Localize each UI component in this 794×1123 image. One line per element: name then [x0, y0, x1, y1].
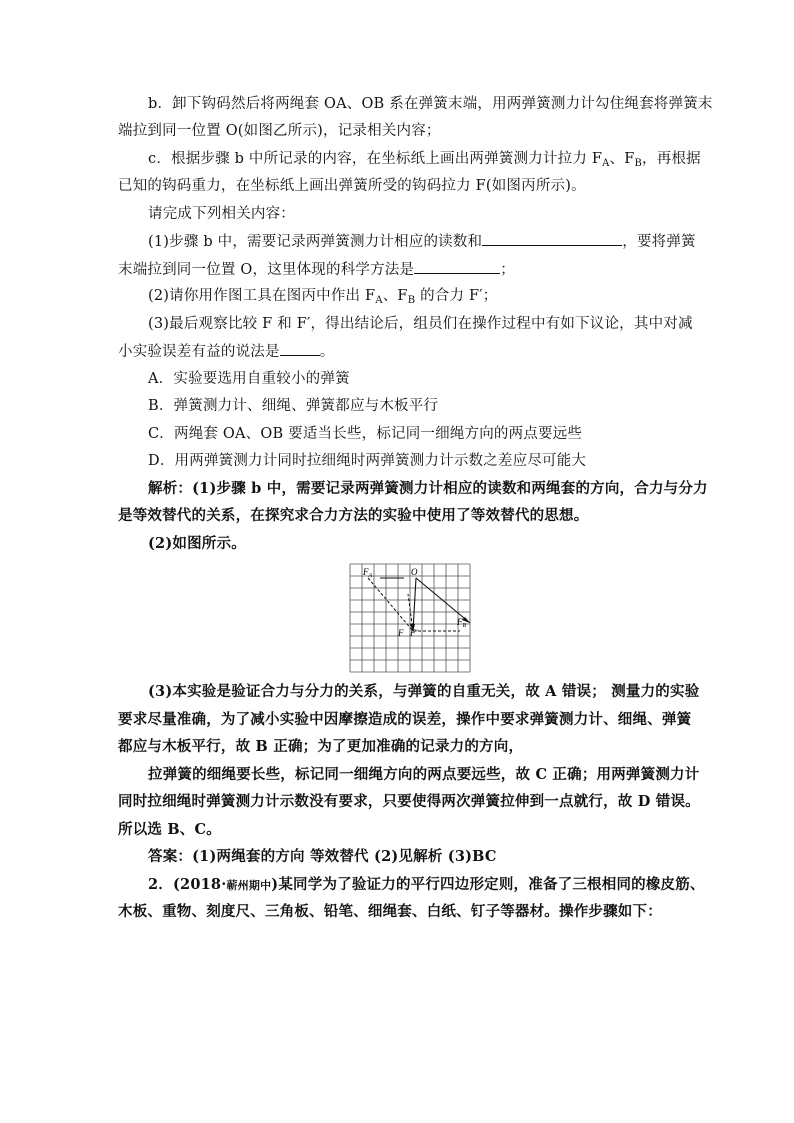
question-1-text-end: ，要将弹簧	[622, 234, 696, 250]
label-fb: $F_B$	[457, 617, 467, 629]
subscript-a: A	[602, 158, 610, 169]
question-3-line1: (3)最后观察比较 F 和 F′，得出结论后，组员们在操作过程中有如下议论，其中对减	[148, 316, 693, 332]
answer-line: 答案：(1)两绳套的方向 等效替代 (2)见解析 (3)BC	[148, 848, 497, 865]
coordinate-grid	[350, 564, 470, 672]
problem-2-source: 蕲州期中	[226, 879, 272, 892]
question-3-text-end: 。	[319, 344, 335, 360]
problem-2-text: )某同学为了验证力的平行四边形定则，准备了三根相同的橡皮筋、	[271, 876, 705, 893]
option-a: A．实验要选用自重较小的弹簧	[148, 371, 350, 387]
problem-2-number: 2．(2018·	[148, 876, 227, 893]
step-c-text: c．根据步骤 b 中所记录的内容，在坐标纸上画出两弹簧测力计拉力 F	[148, 151, 603, 167]
analysis-line9: 所以选 B、C。	[118, 821, 221, 838]
question-1-line2	[118, 259, 688, 280]
analysis-line2: 是等效替代的关系，在探究求合力方法的实验中使用了等效替代的思想。	[118, 507, 589, 524]
analysis-line4: (3)本实验是验证合力与分力的关系，与弹簧的自重无关，故 A 错误； 测量力的实验	[148, 683, 700, 700]
subscript-b: B	[407, 295, 416, 306]
question-1-text-2-end: ；	[500, 262, 515, 278]
question-3-text: 小实验误差有益的说法是	[118, 344, 280, 360]
option-b: B．弹簧测力计、细绳、弹簧都应与木板平行	[148, 398, 439, 414]
problem-2-line2: 木板、重物、刻度尺、三角板、铅笔、细绳套、白纸、钉子等器材。操作步骤如下：	[118, 903, 662, 920]
label-f-prime: F′	[410, 628, 418, 638]
question-2	[148, 286, 688, 311]
vector-f	[413, 578, 416, 631]
instruction: 请完成下列相关内容：	[148, 206, 295, 222]
answer-blank-3	[280, 341, 320, 356]
label-o: O	[411, 567, 418, 577]
answer-blank-1	[482, 231, 622, 246]
step-c-text-mid: 、F	[609, 151, 635, 167]
step-c-line2: 已知的钩码重力，在坐标纸上画出弹簧所受的钩码拉力 F(如图丙所示)。	[118, 178, 586, 194]
subscript-a: A	[375, 295, 383, 306]
force-grid-figure	[348, 562, 472, 674]
answer-blank-2	[414, 259, 500, 274]
question-3-line2	[118, 341, 688, 362]
option-d: D．用两弹簧测力计同时拉细绳时两弹簧测力计示数之差应尽可能大	[148, 453, 587, 469]
analysis-line1: 解析：(1)步骤 b 中，需要记录两弹簧测力计相应的读数和两绳套的方向，合力与分力	[148, 480, 708, 497]
subscript-b: B	[634, 158, 643, 169]
question-2-text: (2)请你用作图工具在图丙中作出 F	[148, 288, 376, 304]
question-1-text: (1)步骤 b 中，需要记录两弹簧测力计相应的读数和	[148, 234, 483, 250]
question-2-text-mid: 、F	[382, 288, 408, 304]
problem-2-line1	[148, 875, 705, 896]
analysis-line7: 拉弹簧的细绳要长些，标记同一细绳方向的两点要远些，故 C 正确；用两弹簧测力计	[148, 766, 700, 783]
step-c-line1	[148, 149, 701, 174]
question-1-line1	[148, 231, 696, 252]
question-1-text-2: 末端拉到同一位置 O，这里体现的科学方法是	[118, 262, 415, 278]
step-b-line1: b．卸下钩码然后将两绳套 OA、OB 系在弹簧末端，用两弹簧测力计勾住绳套将弹簧末	[148, 96, 713, 112]
analysis-line6: 都应与木板平行，故 B 正确；为了更加准确的记录力的方向，	[118, 738, 524, 755]
step-b-line2: 端拉到同一位置 O(如图乙所示)，记录相关内容；	[118, 123, 441, 139]
analysis-line3: (2)如图所示。	[148, 535, 246, 552]
step-c-text-end: ，再根据	[642, 151, 701, 167]
option-c: C．两绳套 OA、OB 要适当长些，标记同一细绳方向的两点要远些	[148, 426, 583, 442]
label-fa: $F_A$	[363, 567, 373, 579]
analysis-line5: 要求尽量准确，为了减小实验中因摩擦造成的误差，操作中要求弹簧测力计、细绳、弹簧	[118, 711, 692, 728]
label-f: F	[398, 628, 404, 638]
dashed-diagonal	[368, 578, 413, 631]
question-2-text-end: 的合力 F′；	[415, 288, 498, 304]
analysis-line8: 同时拉细绳时弹簧测力计示数没有要求，只要使得两次弹簧拉伸到一点就行，故 D 错误。	[118, 793, 700, 810]
